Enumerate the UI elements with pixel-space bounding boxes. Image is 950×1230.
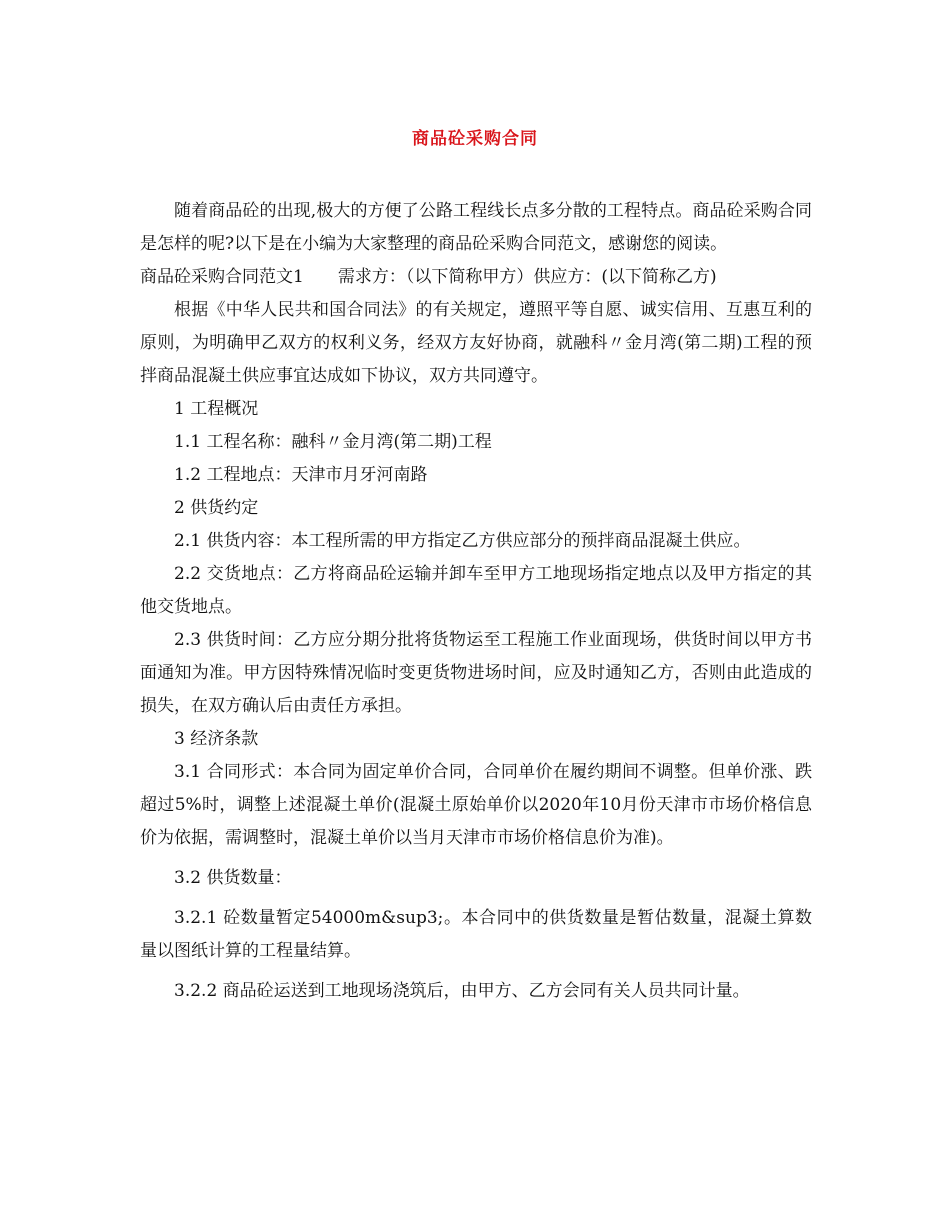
section-heading-3: 3 经济条款 <box>174 729 259 749</box>
clause-1-1: 1.1 工程名称：融科〃金月湾(第二期)工程 <box>174 432 492 452</box>
section-heading-1: 1 工程概况 <box>174 399 259 419</box>
clause-3-2: 3.2 供货数量： <box>174 868 292 888</box>
contract-parties-line: 商品砼采购合同范文1 需求方：（以下简称甲方）供应方：(以下简称乙方) <box>140 267 717 287</box>
clause-2-2: 2.2 交货地点：乙方将商品砼运输并卸车至甲方工地现场指定地点以及甲方指定的其他交货地点。 <box>140 564 812 617</box>
clause-2-1: 2.1 供货内容：本工程所需的甲方指定乙方供应部分的预拌商品混凝土供应。 <box>174 531 751 551</box>
clause-2-3: 2.3 供货时间：乙方应分期分批将货物运至工程施工作业面现场，供货时间以甲方书面通知为准。甲方因特殊情况临时变更货物进场时间，应及时通知乙方，否则由此造成的损失，在双方确认后由责任方承担。 <box>140 630 812 716</box>
clause-3-2-2: 3.2.2 商品砼运送到工地现场浇筑后，由甲方、乙方会同有关人员共同计量。 <box>174 981 750 1001</box>
clause-3-2-1: 3.2.1 砼数量暂定54000m&sup3;。本合同中的供货数量是暂估数量，混凝土算数量以图纸计算的工程量结算。 <box>140 908 812 961</box>
intro-paragraph: 随着商品砼的出现,极大的方便了公路工程线长点多分散的工程特点。商品砼采购合同是怎样的呢?以下是在小编为大家整理的商品砼采购合同范文，感谢您的阅读。 <box>140 201 812 254</box>
clause-3-1: 3.1 合同形式：本合同为固定单价合同，合同单价在履约期间不调整。但单价涨、跌超过5%时，调整上述混凝土单价(混凝土原始单价以2020年10月份天津市市场价格信息价为依据，需调整时，混凝土单价以当月天津市市场价格信息价为准)。 <box>140 762 812 848</box>
document-body <box>140 195 812 1008</box>
preamble-paragraph: 根据《中华人民共和国合同法》的有关规定，遵照平等自愿、诚实信用、互惠互利的原则，为明确甲乙双方的权利义务，经双方友好协商，就融科〃金月湾(第二期)工程的预拌商品混凝土供应事宜达成如下协议，双方共同遵守。 <box>140 300 812 386</box>
section-heading-2: 2 供货约定 <box>174 498 259 518</box>
document-title: 商品砼采购合同 <box>412 129 538 149</box>
clause-1-2: 1.2 工程地点：天津市月牙河南路 <box>174 465 428 485</box>
